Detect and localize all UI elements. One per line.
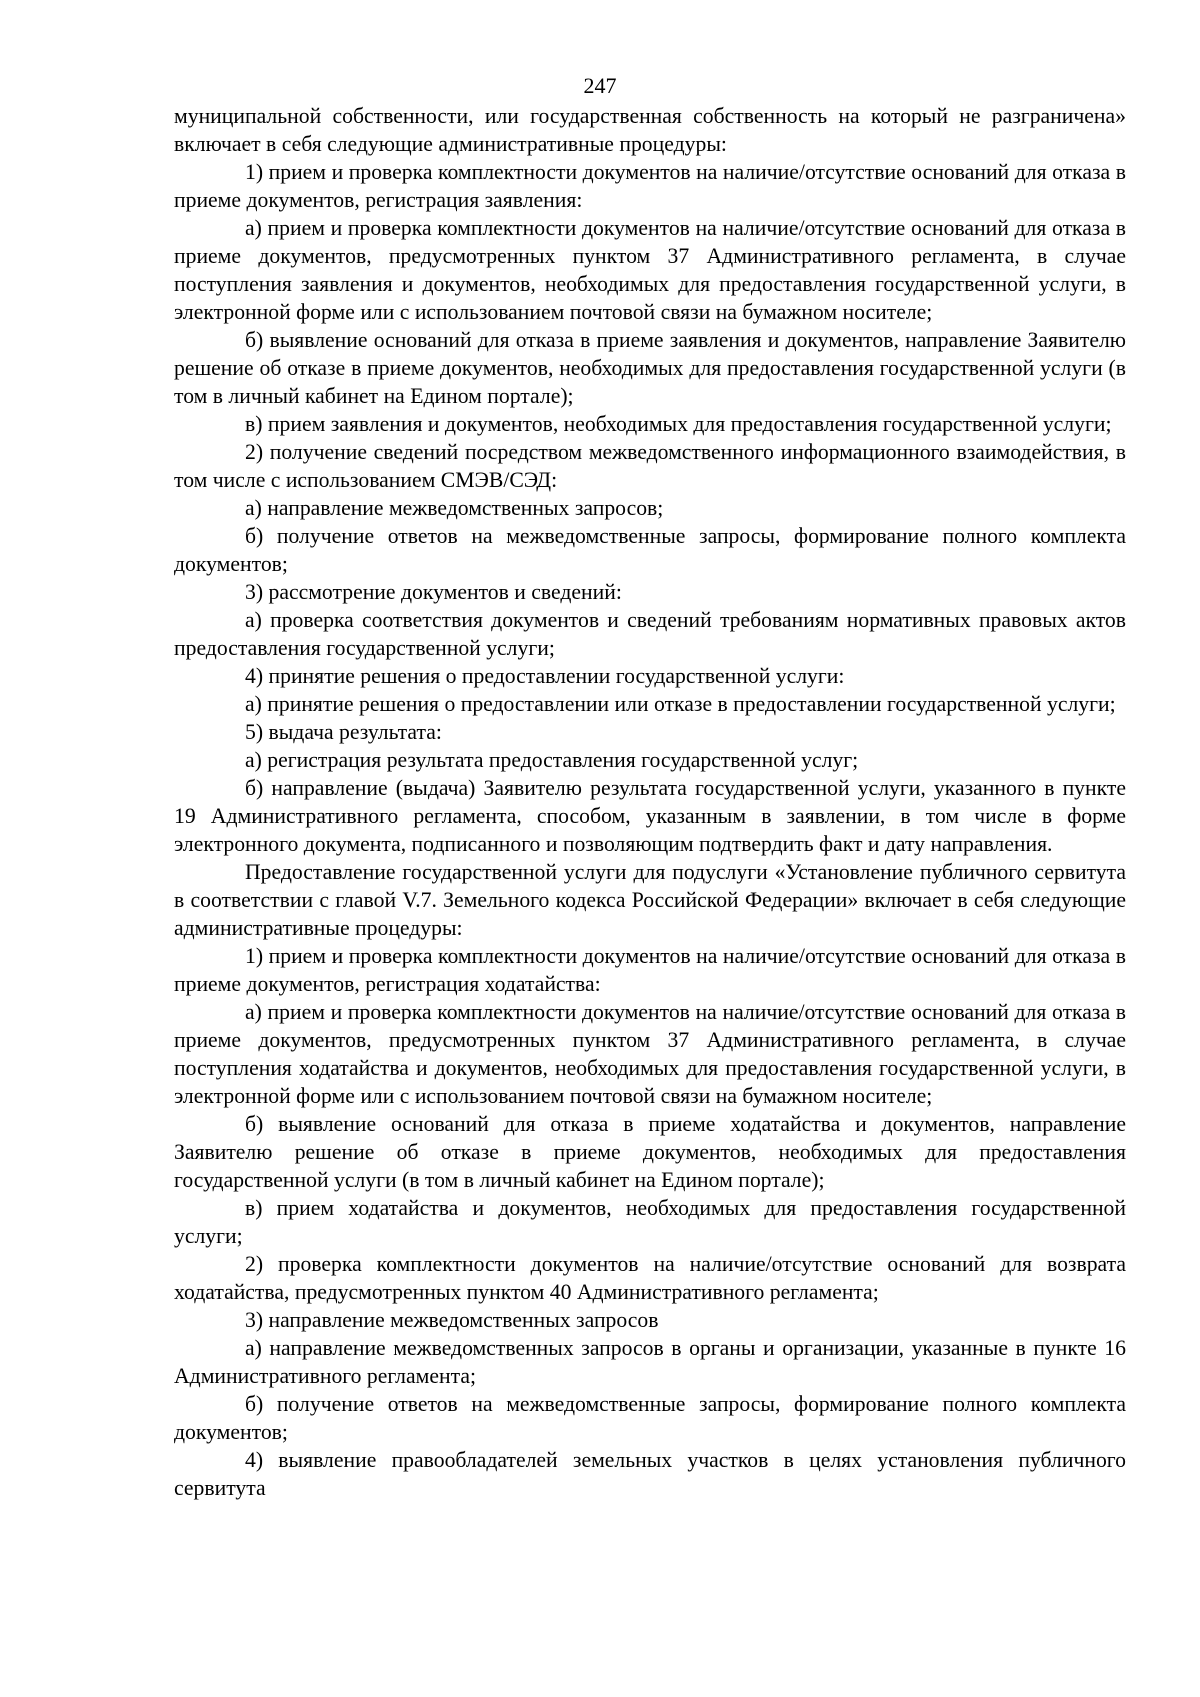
paragraph: 4) принятие решения о предоставлении государственной услуги: <box>245 664 845 688</box>
paragraph: Предоставление государственной услуги для подуслуги «Установление публичного сервитута в соответствии с главой V.7. Земельного кодекса Российской Федерации» включает в себя следующие административные процедуры: <box>174 860 1126 940</box>
paragraph: 1) прием и проверка комплектности документов на наличие/отсутствие оснований для отказа в приеме документов, регистрация ходатайства: <box>174 944 1126 996</box>
paragraph: а) принятие решения о предоставлении или отказе в предоставлении государственной услуги; <box>245 692 1116 716</box>
paragraph: б) получение ответов на межведомственные запросы, формирование полного комплекта документов; <box>174 524 1126 576</box>
paragraph: б) направление (выдача) Заявителю результата государственной услуги, указанного в пункте 19 Административного регламента, способом, указанным в заявлении, в том числе в форме электронного документа, подписанного и позволяющим подтвердить факт и дату направления. <box>174 776 1126 856</box>
paragraph: б) выявление оснований для отказа в приеме заявления и документов, направление Заявителю решение об отказе в приеме документов, необходимых для предоставления государственной услуги (в том в личный кабинет на Едином портале); <box>174 328 1126 408</box>
paragraph: в) прием заявления и документов, необходимых для предоставления государственной услуги; <box>245 412 1112 436</box>
paragraph: 1) прием и проверка комплектности документов на наличие/отсутствие оснований для отказа в приеме документов, регистрация заявления: <box>174 160 1126 212</box>
paragraph: в) прием ходатайства и документов, необходимых для предоставления государственной услуги; <box>174 1196 1126 1248</box>
paragraph: а) проверка соответствия документов и сведений требованиям нормативных правовых актов предоставления государственной услуги; <box>174 608 1126 660</box>
document-body <box>174 102 1126 1502</box>
paragraph: 2) получение сведений посредством межведомственного информационного взаимодействия, в том числе с использованием СМЭВ/СЭД: <box>174 440 1126 492</box>
paragraph: муниципальной собственности, или государственная собственность на который не разграничена» включает в себя следующие административные процедуры: <box>174 104 1126 156</box>
paragraph: а) прием и проверка комплектности документов на наличие/отсутствие оснований для отказа в приеме документов, предусмотренных пунктом 37 Административного регламента, в случае поступления заявления и документов, необходимых для предоставления государственной услуги, в электронной форме или с использованием почтовой связи на бумажном носителе; <box>174 216 1126 324</box>
paragraph: б) получение ответов на межведомственные запросы, формирование полного комплекта документов; <box>174 1392 1126 1444</box>
paragraph: 4) выявление правообладателей земельных участков в целях установления публичного сервитута <box>174 1448 1126 1500</box>
paragraph: 3) рассмотрение документов и сведений: <box>245 580 622 604</box>
paragraph: а) регистрация результата предоставления государственной услуг; <box>245 748 859 772</box>
paragraph: а) прием и проверка комплектности документов на наличие/отсутствие оснований для отказа в приеме документов, предусмотренных пунктом 37 Административного регламента, в случае поступления ходатайства и документов, необходимых для предоставления государственной услуги, в электронной форме или с использованием почтовой связи на бумажном носителе; <box>174 1000 1126 1108</box>
paragraph: 5) выдача результата: <box>245 720 442 744</box>
paragraph: а) направление межведомственных запросов; <box>245 496 664 520</box>
page-number: 247 <box>583 73 617 98</box>
paragraph: б) выявление оснований для отказа в приеме ходатайства и документов, направление Заявителю решение об отказе в приеме документов, необходимых для предоставления государственной услуги (в том в личный кабинет на Едином портале); <box>174 1112 1126 1192</box>
paragraph: а) направление межведомственных запросов в органы и организации, указанные в пункте 16 Административного регламента; <box>174 1336 1126 1388</box>
paragraph: 2) проверка комплектности документов на наличие/отсутствие оснований для возврата ходатайства, предусмотренных пунктом 40 Административного регламента; <box>174 1252 1126 1304</box>
paragraph: 3) направление межведомственных запросов <box>245 1308 659 1332</box>
